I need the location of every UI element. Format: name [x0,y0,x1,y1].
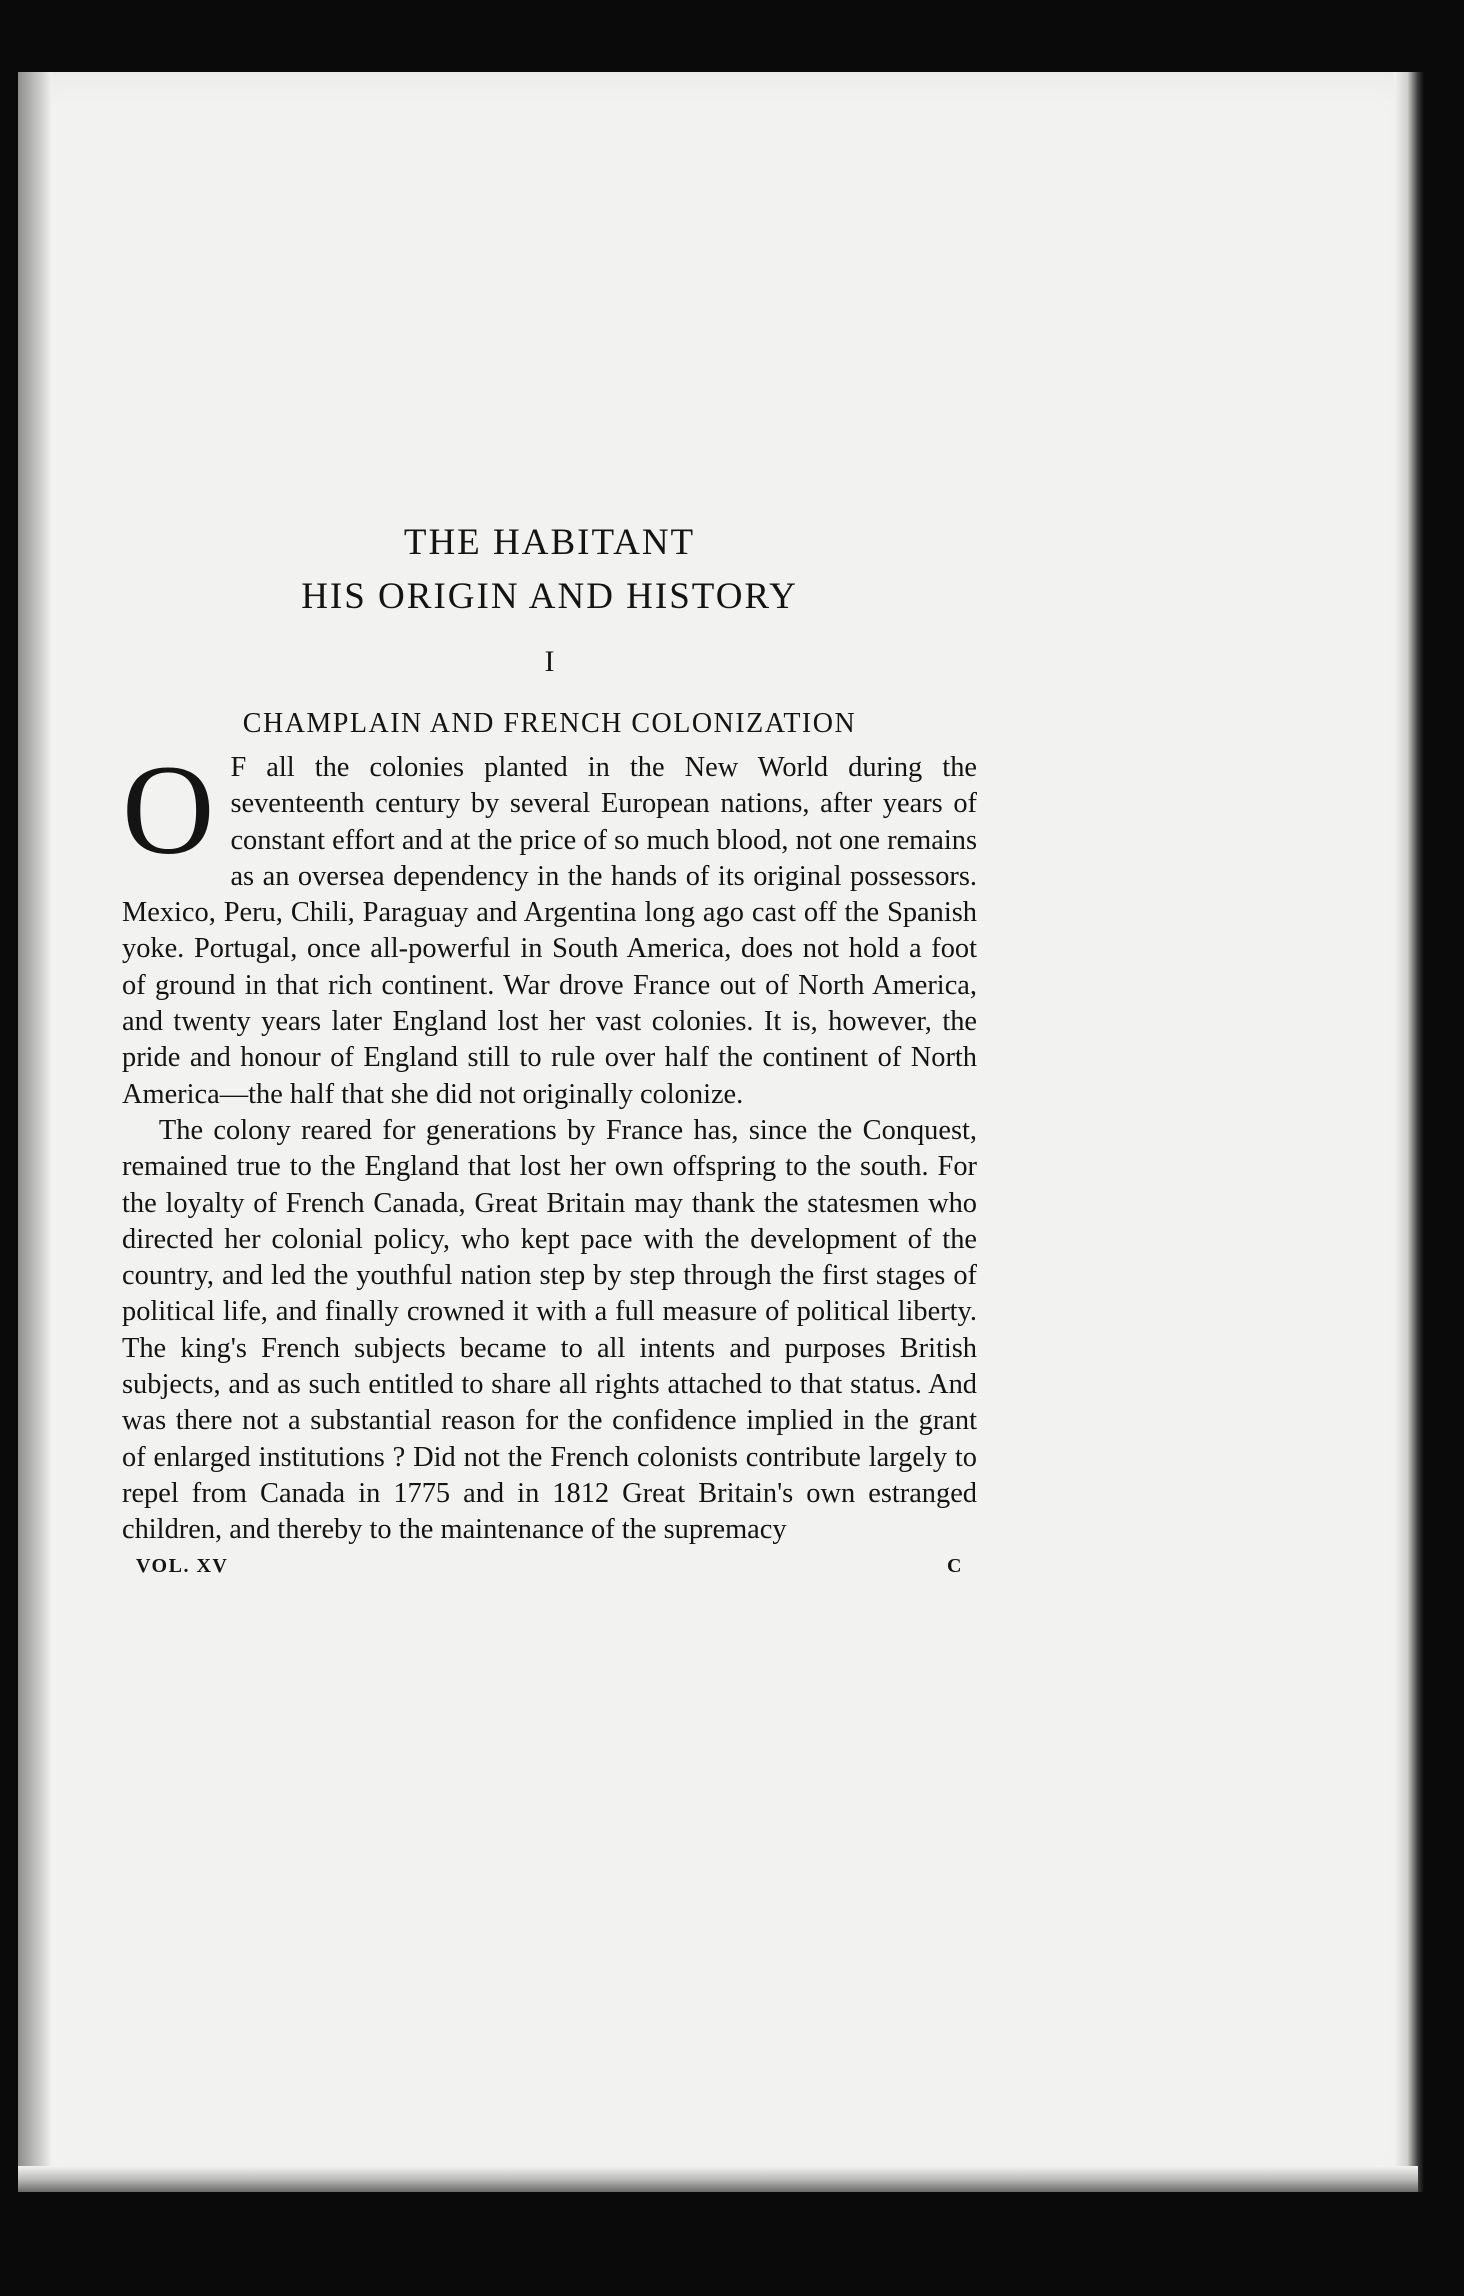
drop-cap: O [122,739,215,881]
page-footer [122,1555,977,1578]
chapter-title: CHAMPLAIN AND FRENCH COLONIZATION [242,708,857,739]
paragraph-1-text: F all the colonies planted in the New World during the seventeenth century by several European nations, after years of constant effort and at the price of so much blood, not one remains as an oversea dependency in the hands of its original possessors. Mexico, Peru, Chili, Paraguay and Argentina long ago cast off the Spanish yoke. Portugal, once all-powerful in South America, does not hold a foot of ground in that rich continent. War drove France out of North America, and twenty years later England lost her vast colonies. It is, however, the pride and honour of England still to rule over half the continent of North America—the half that she did not originally colonize. [122,752,977,1110]
page-title: THE HABITANT [403,522,696,563]
text-block [122,518,977,1578]
paragraph-1 [122,739,977,1113]
paragraph-2: The colony reared for generations by France has, since the Conquest, remained true to the England that lost her own offspring to the south. For the loyalty of French Canada, Great Britain may thank the statesmen who directed her colonial policy, who kept pace with the development of the country, and led the youthful nation step by step through the first stages of political life, and finally crowned it with a full measure of political liberty. The king's French subjects became to all intents and purposes British subjects, and as such entitled to share all rights attached to that status. And was there not a substantial reason for the confidence implied in the grant of enlarged institutions ? Did not the French colonists contribute largely to repel from Canada in 1775 and in 1812 Great Britain's own estranged children, and thereby to the maintenance of the supremacy [122,1114,977,1546]
page-right-edge [1394,72,1424,2192]
binding-shadow [18,72,52,2192]
chapter-number: I [544,645,555,678]
page-bottom-edge [18,2166,1418,2192]
page-subtitle: HIS ORIGIN AND HISTORY [301,576,798,617]
signature-mark: C [947,1554,963,1577]
volume-label: VOL. XV [136,1554,229,1577]
